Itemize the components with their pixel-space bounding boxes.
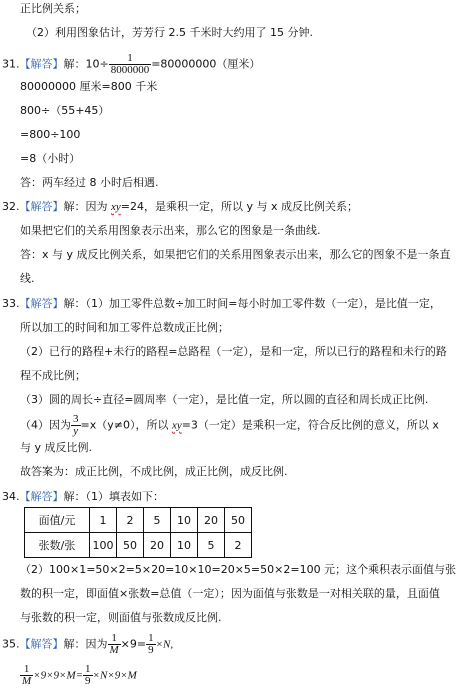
q32-answer-cont: 线. [20,272,35,285]
q34-line3: 数的积一定，即面值×张数=总值（一定）；因为面值与张数是一对相关联的量，且面值 [20,587,440,600]
q33-frac-num: 3 [73,413,79,425]
q33-a: 解：（1）加工零件总数÷加工时间=每小时加工零件数（一定），是比值一定， [63,297,441,310]
table-cell: 10 [171,533,198,558]
q35-line1 [2,633,173,656]
q35-frac-den: 9 [148,644,154,656]
table-cell: 2 [117,508,144,533]
q35-fraction [20,664,33,687]
q35-fraction [83,664,93,687]
q34-line4: 与张数的积一定，则面值与张数成反比例. [20,611,222,624]
q33-line7: 与 y 成反比例. [20,441,92,454]
q32-line1 [2,200,358,214]
q31-frac-den: 8000000 [110,64,150,76]
q35-b-mid: ×9×9×M= [33,669,84,682]
q34-line1 [2,490,164,504]
table-cell: 10 [171,508,198,533]
q34-a: 解：（1）填表如下： [63,490,164,503]
q31-pre: 解：10÷ [63,57,109,71]
q33-frac-den: y [73,425,79,437]
q32-xy: xy [111,201,121,213]
q35-fraction [108,633,121,656]
q32-post: =24，是乘积一定，所以 y 与 x 成反比例关系； [120,200,358,213]
q35-frac-den: 9 [85,675,91,687]
table-cell: 20 [144,533,171,558]
table-cell: 50 [225,508,252,533]
q31-line4: =800÷100 [20,128,81,141]
q31-tag: 【解答】 [19,57,64,71]
table-row [25,533,252,558]
q33-line5: （3）圆的周长÷直径=圆周率（一定），是比值一定，所以圆的直径和周长成正比例. [20,393,429,406]
table-cell: 20 [198,508,225,533]
line-l2: （2）利用图象估计，芳芳行 2.5 千米时大约用了 15 分钟. [26,26,313,39]
line-l1: 正比例关系； [20,2,86,15]
q35-frac-den: M [22,675,32,687]
q35-tag: 【解答】 [19,637,64,651]
q31-answer: 答：两车经过 8 小时后相遇. [20,176,159,189]
q31-line3: 800÷（55+45） [20,104,110,117]
q33-answer: 故答案为：成正比例，不成比例，成正比例，成反比例. [20,465,288,478]
q35-fraction [146,633,156,656]
q35-a-mid: ×9= [120,637,147,651]
q33-fraction [71,414,81,437]
table-cell: 50 [117,533,144,558]
q35-frac-num: 1 [108,633,121,645]
table-cell: 100 [90,533,117,558]
q31-line2: 80000000 厘米=800 千米 [20,80,158,93]
q34-tag: 【解答】 [19,490,64,503]
q33-tag: 【解答】 [19,297,64,310]
q33-number: 33. [2,297,20,310]
q32-line2: 如果把它们的关系用图象表示出来，那么它的图象是一条曲线. [20,224,321,237]
q31-post: =80000000（厘米） [151,57,261,71]
table-cell: 5 [198,533,225,558]
q33-f-pre: （4）因为 [20,418,71,432]
table-cell: 面值/元 [25,508,90,533]
q33-f-mid: =x（y≠0），所以 [80,418,172,432]
q31-number: 31. [2,57,20,71]
q32-pre: 解：因为 [63,200,111,213]
q31-line5: =8（小时） [20,152,81,165]
q32-tag: 【解答】 [19,200,64,213]
q35-line2 [20,664,137,687]
q31-line1 [2,53,260,76]
q35-a-post: ×N, [155,638,174,651]
table-cell: 2 [225,533,252,558]
q35-frac-den: M [109,644,119,656]
q35-frac-num: 1 [148,632,154,644]
q31-frac-num: 1 [109,53,152,65]
q33-xy: xy [171,419,182,432]
q33-line6 [20,414,439,437]
q32-number: 32. [2,200,20,213]
q33-line1 [2,297,441,311]
q33-line2: 所以加工的时间和加工零件总数成正比例； [20,321,229,334]
q33-line4: 程不成比例； [20,369,86,382]
q35-frac-num: 1 [85,663,91,675]
value-count-table [24,507,252,558]
q33-line3: （2）已行的路程+未行的路程=总路程（一定），是和一定，所以已行的路程和未行的路 [20,345,447,358]
q35-b-post: ×N×9×M [92,669,137,682]
q32-answer: 答：x 与 y 成反比例关系，如果把它们的关系用图象表示出来，那么它的图象不是一条直 [20,248,451,261]
table-row [25,508,252,533]
q35-frac-num: 1 [20,664,33,676]
table-cell: 张数/张 [25,533,90,558]
table-cell: 1 [90,508,117,533]
q31-fraction [109,53,152,76]
table-cell: 5 [144,508,171,533]
q34-number: 34. [2,490,20,503]
q33-f-post: =3（一定）是乘积一定，符合反比例的意义，所以 x [181,418,439,432]
q35-number: 35. [2,637,20,651]
q35-a-pre: 解：因为 [63,637,108,651]
q34-line2: （2）100×1=50×2=5×20=10×10=20×5=50×2=100 元；这个乘积表示面值与张 [20,563,456,576]
